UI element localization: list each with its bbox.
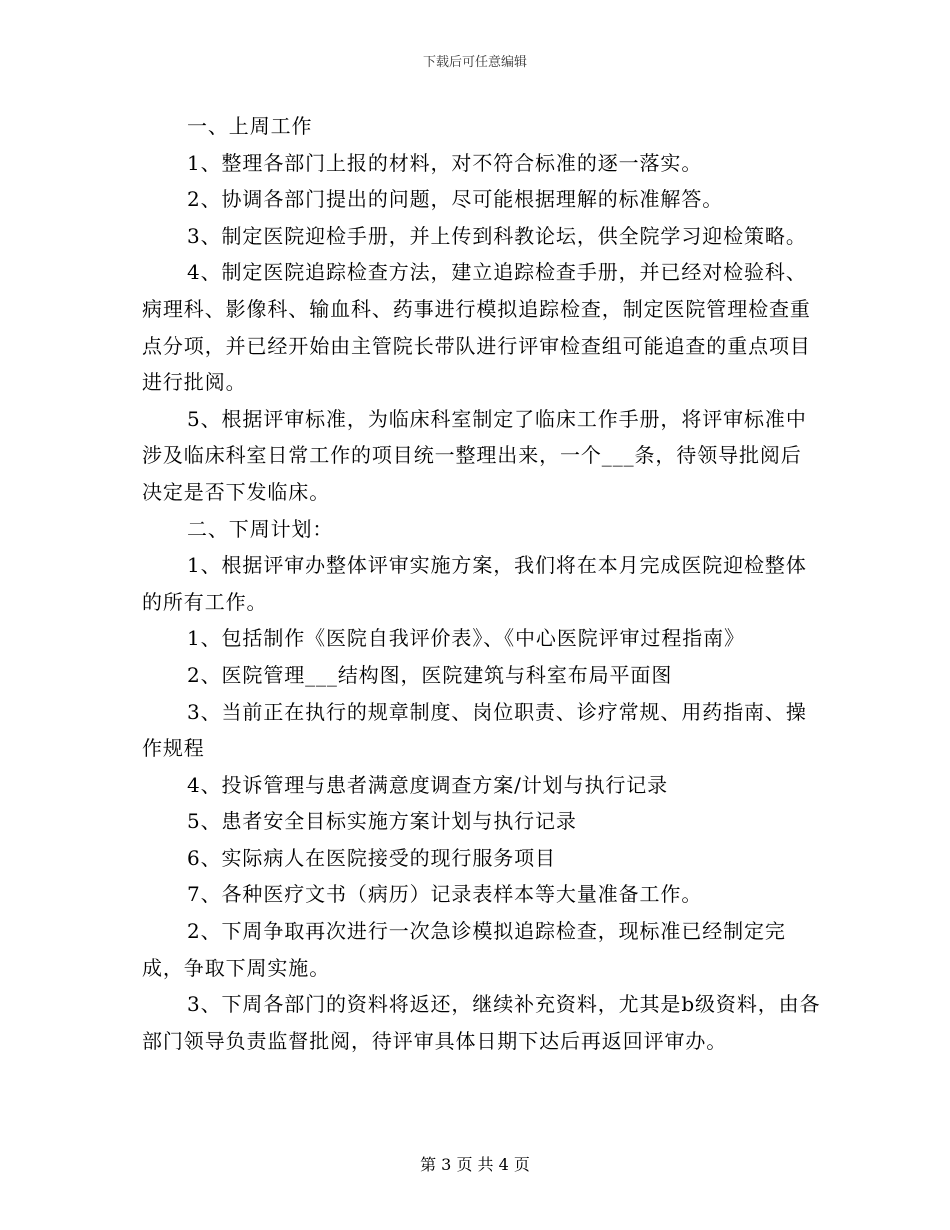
paragraph: 1、整理各部门上报的材料，对不符合标准的逐一落实。 xyxy=(187,150,703,175)
paragraph: 4、制定医院追踪检查方法，建立追踪检查手册，并已经对检验科、病理科、影像科、输血科、药事进行模拟追踪检查，制定医院管理检查重点分项，并已经开始由主管院长带队进行评审检查组可能追查的重点项目进行批阅。 xyxy=(142,260,811,395)
document-body xyxy=(142,108,822,1059)
paragraph: 4、投诉管理与患者满意度调查方案/计划与执行记录 xyxy=(187,772,669,797)
section-heading-last-week: 一、上周工作 xyxy=(187,114,313,138)
paragraph: 1、根据评审办整体评审实施方案，我们将在本月完成医院迎检整体的所有工作。 xyxy=(142,553,807,614)
paragraph: 2、协调各部门提出的问题，尽可能根据理解的标准解答。 xyxy=(187,187,724,212)
page-number: 第 3 页 共 4 页 xyxy=(420,1155,530,1174)
paragraph: 2、下周争取再次进行一次急诊模拟追踪检查，现标准已经制定完成，争取下周实施。 xyxy=(142,919,786,980)
paragraph: 5、患者安全目标实施方案计划与执行记录 xyxy=(187,809,577,834)
section-heading-next-week: 二、下周计划： xyxy=(187,516,334,541)
paragraph: 3、下周各部门的资料将返还，继续补充资料，尤其是b级资料，由各部门领导负责监督批阅，待评审具体日期下达后再返回评审办。 xyxy=(142,992,821,1053)
paragraph: 1、包括制作《医院自我评价表》、《中心医院评审过程指南》 xyxy=(187,626,745,651)
page-header: 下载后可任意编辑 xyxy=(422,55,527,70)
paragraph: 3、当前正在执行的规章制度、岗位职责、诊疗常规、用药指南、操作规程 xyxy=(142,699,807,761)
paragraph: 5、根据评审标准，为临床科室制定了临床工作手册，将评审标准中涉及临床科室日常工作的项目统一整理出来，一个___条，待领导批阅后决定是否下发临床。 xyxy=(142,406,807,504)
paragraph: 6、实际病人在医院接受的现行服务项目 xyxy=(187,845,556,870)
paragraph: 2、医院管理___结构图，医院建筑与科室布局平面图 xyxy=(187,662,673,687)
paragraph: 7、各种医疗文书（病历）记录表样本等大量准备工作。 xyxy=(187,882,703,907)
paragraph: 3、制定医院迎检手册，并上传到科教论坛，供全院学习迎检策略。 xyxy=(187,223,807,248)
